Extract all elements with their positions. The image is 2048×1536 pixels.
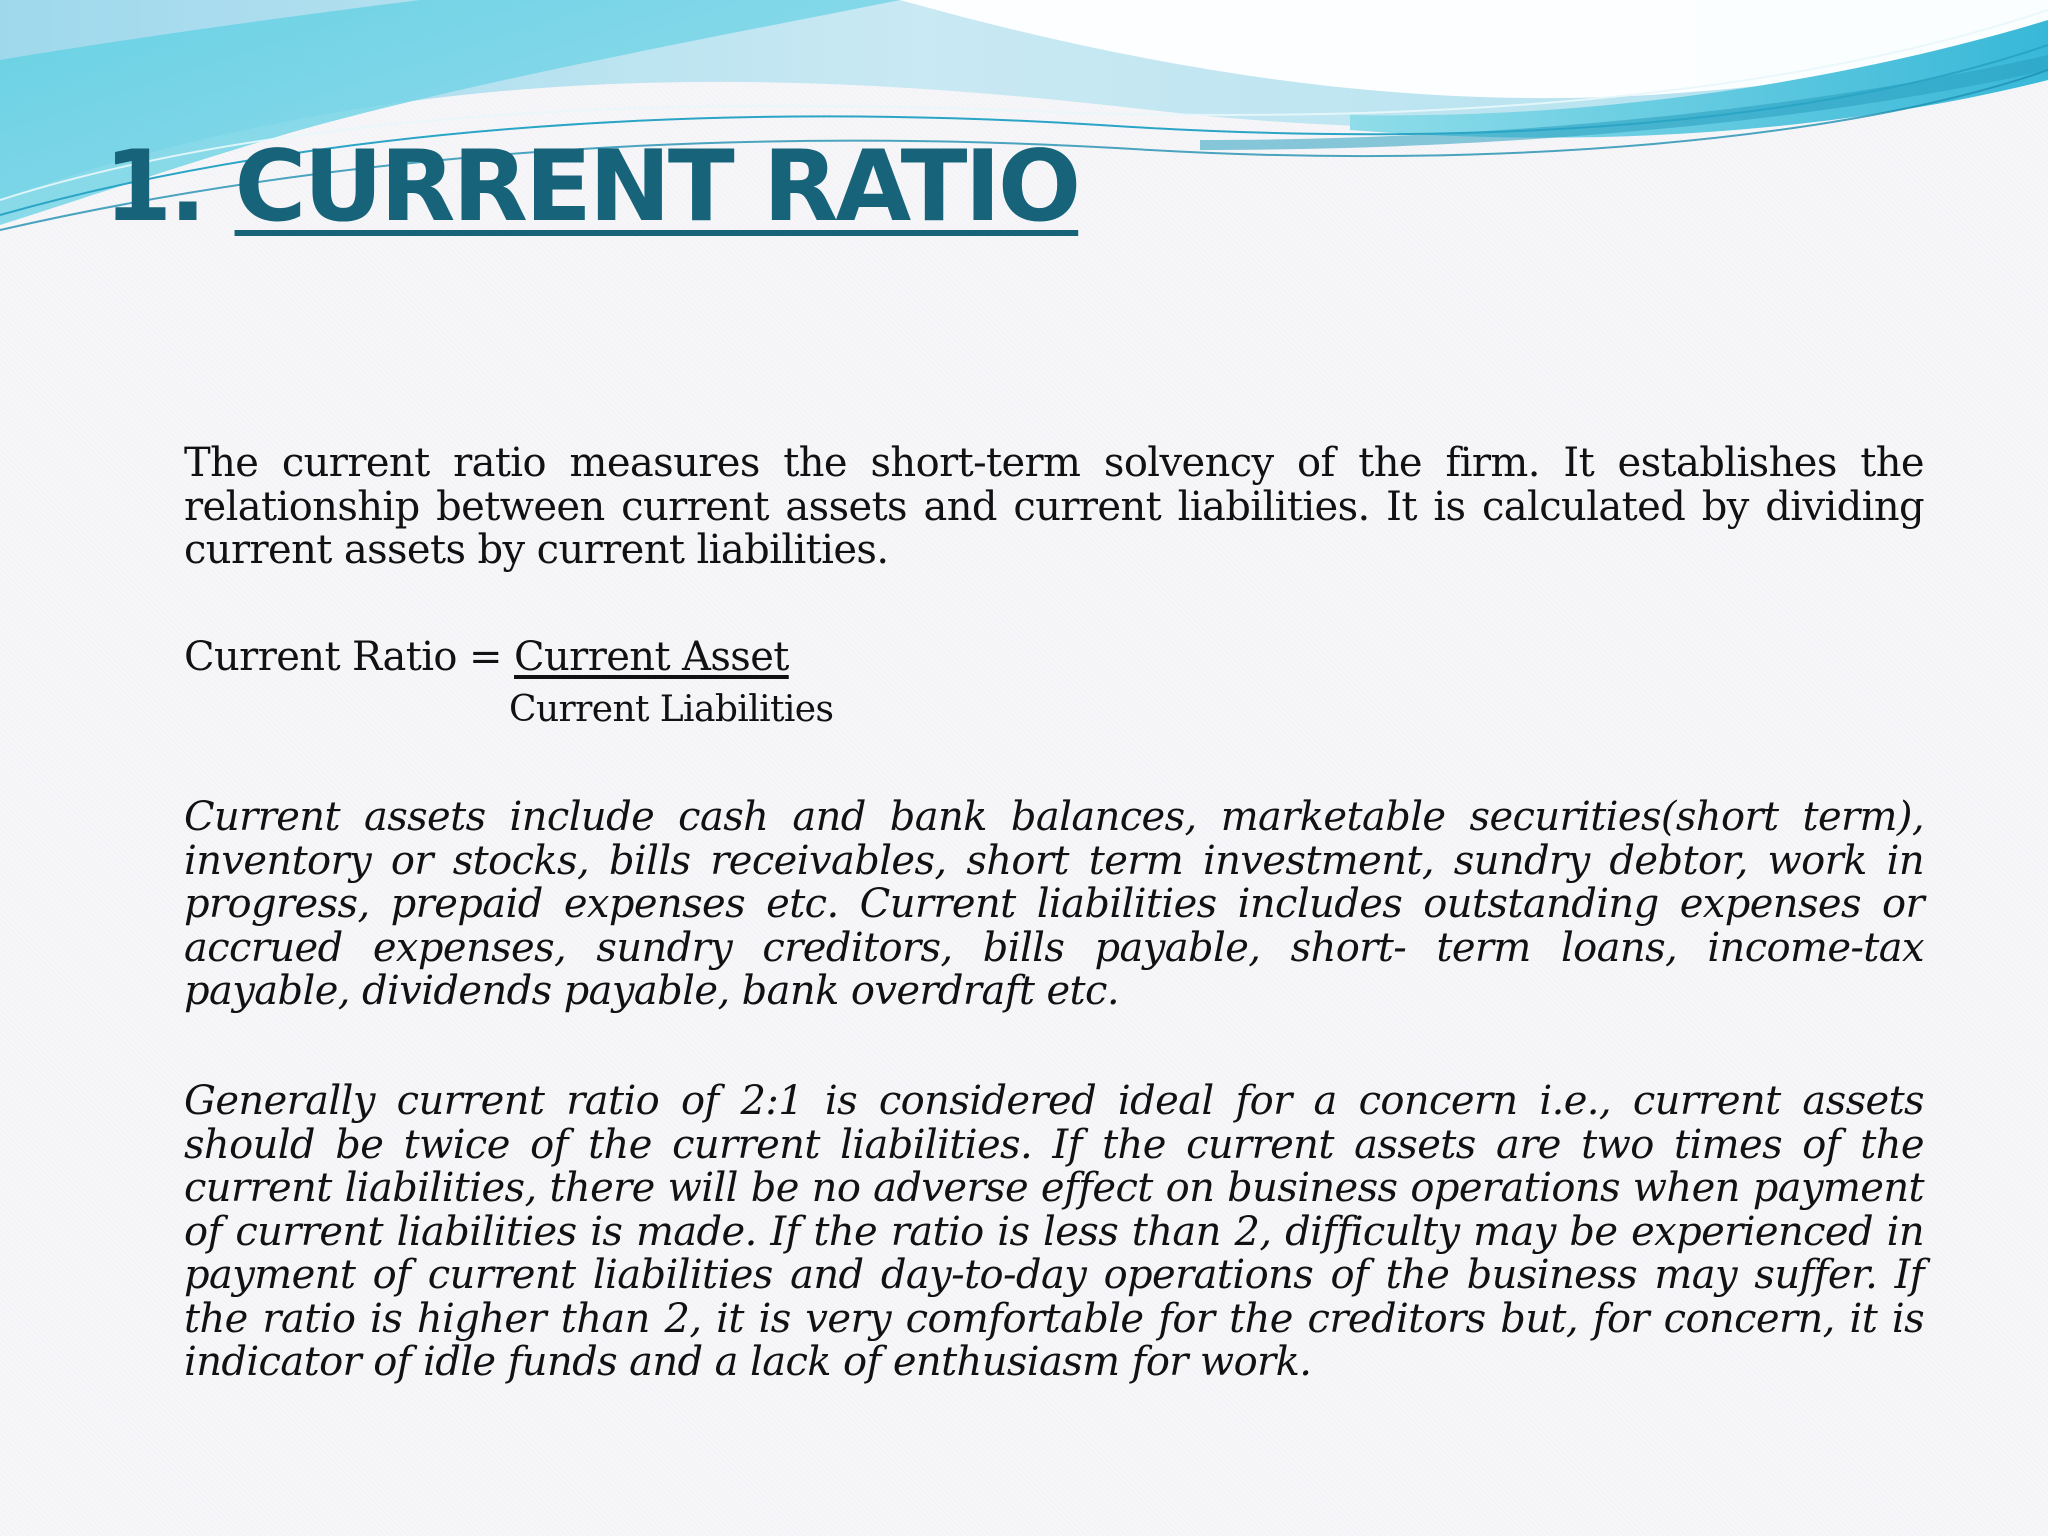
formula-left-side: Current Ratio = — [184, 634, 515, 680]
formula-line — [184, 636, 789, 680]
components-paragraph: Current assets include cash and bank balances, marketable securities(short term), inventory or stocks, bills receivables, short term investment, sundry debtor, work in progress, prepaid expenses etc. Current liabilities includes outstanding expenses or accrued expenses, sundry creditors, bills payable, short- term loans, income-tax payable, dividends payable, bank overdraft etc. — [184, 794, 1924, 1014]
title-text: CURRENT RATIO — [234, 130, 1079, 244]
interpretation-paragraph: Generally current ratio of 2:1 is considered ideal for a concern i.e., current assets should be twice of the current liabilities. If the current assets are two times of the current liabilities, there will be no adverse effect on business operations when payment of current liabilities is made. If the ratio is less than 2, difficulty may be experienced in payment of current liabilities and day-to-day operations of the business may suffer. If the ratio is higher than 2, it is very comfortable for the creditors but, for concern, it is indicator of idle funds and a lack of enthusiasm for work. — [184, 1078, 1924, 1385]
slide-title — [104, 130, 1079, 244]
formula-numerator: Current Asset — [514, 634, 789, 680]
title-number: 1. — [104, 130, 204, 244]
formula-denominator: Current Liabilities — [509, 689, 834, 730]
intro-paragraph: The current ratio measures the short-term solvency of the firm. It establishes the relationship between current assets and current liabilities. It is calculated by dividing current assets by current liabilities. — [184, 440, 1924, 573]
